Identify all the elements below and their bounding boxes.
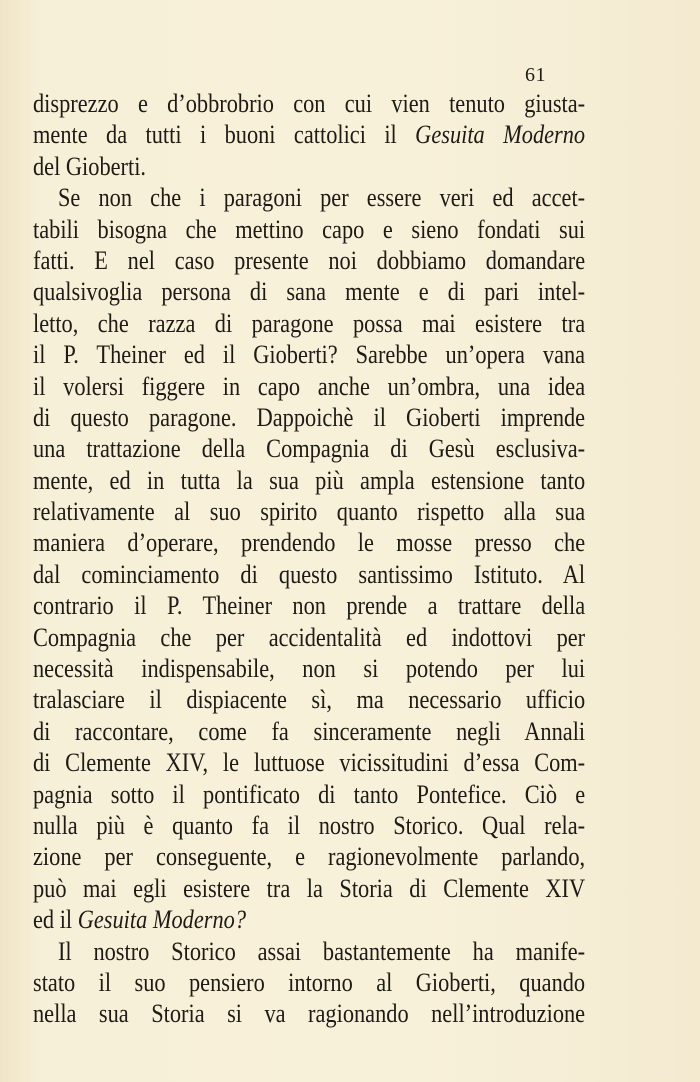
text-segment: Compagnia che per accidentalità ed indottovi per (33, 622, 586, 652)
text-segment: mente, ed in tutta la sua più ampla estensione tanto (33, 465, 586, 495)
text-segment: il volersi figgere in capo anche un’ombra, una idea (33, 371, 586, 401)
text-segment: di raccontare, come fa sinceramente negli Annali (33, 716, 586, 746)
text-segment: di Clemente XIV, le luttuose vicissitudini d’essa Com- (33, 748, 586, 778)
text-line (33, 214, 585, 245)
text-segment: relativamente al suo spirito quanto rispetto alla sua (33, 497, 586, 527)
text-line (33, 371, 585, 402)
text-segment: tralasciare il dispiacente sì, ma necessario ufficio (33, 685, 586, 715)
text-segment: mente da tutti i buoni cattolici il (33, 120, 416, 150)
text-line (33, 433, 585, 464)
text-segment: di questo paragone. Dappoichè il Gioberti imprende (33, 402, 586, 432)
text-line (33, 308, 585, 339)
text-segment: fatti. E nel caso presente noi dobbiamo domandare (33, 245, 586, 275)
text-line (33, 967, 585, 998)
text-line (33, 810, 585, 841)
text-line (33, 151, 585, 182)
text-segment: il P. Theiner ed il Gioberti? Sarebbe un’opera vana (33, 340, 586, 370)
text-segment: nella sua Storia si va ragionando nell’introduzione (33, 999, 586, 1029)
text-segment: una trattazione della Compagnia di Gesù esclusiva- (33, 434, 586, 464)
page-number: 61 (525, 64, 546, 86)
text-line (33, 747, 585, 778)
text-segment: pagnia sotto il pontificato di tanto Pontefice. Ciò e (33, 779, 586, 809)
text-line (33, 88, 585, 119)
text-segment: può mai egli esistere tra la Storia di Clemente XIV (33, 873, 586, 903)
text-line (33, 841, 585, 872)
text-line (33, 496, 585, 527)
text-segment: tabili bisogna che mettino capo e sieno fondati sui (33, 214, 586, 244)
italic-title: Gesuita Moderno (415, 120, 586, 150)
text-line (33, 402, 585, 433)
text-segment: Il nostro Storico assai bastantemente ha manife- (57, 936, 586, 966)
text-line (33, 998, 585, 1029)
text-line (33, 182, 585, 213)
text-line (33, 559, 585, 590)
text-line (33, 904, 585, 935)
text-line (33, 873, 585, 904)
text-line (33, 245, 585, 276)
text-segment: Se non che i paragoni per essere veri ed accet- (57, 183, 586, 213)
text-line (33, 716, 585, 747)
text-line (33, 527, 585, 558)
text-segment: stato il suo pensiero intorno al Gioberti, quando (33, 967, 586, 997)
text-segment: qualsivoglia persona di sana mente e di pari intel- (33, 277, 586, 307)
text-segment: maniera d’operare, prendendo le mosse presso che (33, 528, 586, 558)
text-line (33, 276, 585, 307)
text-segment: dal cominciamento di questo santissimo Istituto. Al (33, 559, 586, 589)
text-line (33, 590, 585, 621)
italic-title: Gesuita Moderno? (77, 905, 247, 935)
text-line (33, 936, 585, 967)
text-segment: letto, che razza di paragone possa mai esistere tra (33, 308, 586, 338)
text-segment: zione per conseguente, e ragionevolmente parlando, (33, 842, 586, 872)
text-segment: nulla più è quanto fa il nostro Storico. Qual rela- (33, 810, 586, 840)
text-segment: del Gioberti. (33, 151, 147, 181)
text-line (33, 119, 585, 150)
text-segment: ed il (33, 905, 78, 935)
text-line (33, 653, 585, 684)
text-line (33, 465, 585, 496)
text-line (33, 622, 585, 653)
text-line (33, 339, 585, 370)
text-line (33, 779, 585, 810)
text-segment: necessità indispensabile, non si potendo per lui (33, 654, 586, 684)
text-segment: contrario il P. Theiner non prende a trattare della (33, 591, 586, 621)
body-text (33, 88, 585, 1030)
text-segment: disprezzo e d’obbrobrio con cui vien tenuto giusta- (33, 89, 586, 118)
text-line (33, 684, 585, 715)
